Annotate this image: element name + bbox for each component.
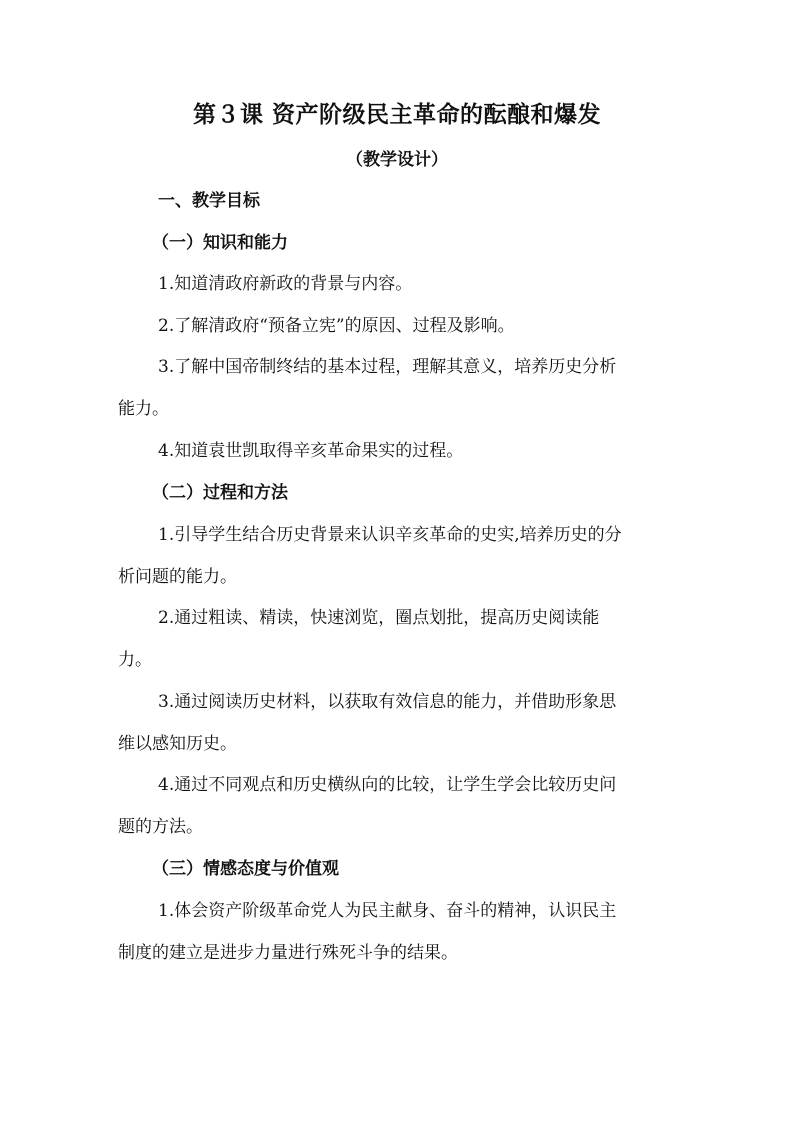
paragraph-line: 1.体会资产阶级革命党人为民主献身、奋斗的精神，认识民主 bbox=[158, 901, 617, 921]
paragraph-line: 维以感知历史。 bbox=[118, 734, 237, 754]
paragraph-line: 2.了解清政府“预备立宪”的原因、过程及影响。 bbox=[158, 316, 515, 336]
paragraph-line: 2.通过粗读、精读，快速浏览，圈点划批，提高历史阅读能 bbox=[158, 608, 600, 628]
paragraph-line: 1.引导学生结合历史背景来认识辛亥革命的史实,培养历史的分 bbox=[158, 525, 622, 545]
paragraph-line: 4.知道袁世凯取得辛亥革命果实的过程。 bbox=[158, 441, 464, 461]
paragraph-line: 1.知道清政府新政的背景与内容。 bbox=[158, 274, 413, 294]
paragraph-line: 制度的建立是进步力量进行殊死斗争的结果。 bbox=[118, 943, 458, 963]
page-subtitle: （教学设计） bbox=[346, 150, 448, 170]
section-heading-objectives: 一、教学目标 bbox=[158, 191, 260, 211]
paragraph-line: 3.通过阅读历史材料，以获取有效信息的能力，并借助形象思 bbox=[158, 692, 617, 712]
paragraph-line: 析问题的能力。 bbox=[118, 567, 237, 587]
subsection-heading-process: （二）过程和方法 bbox=[152, 483, 288, 503]
subsection-heading-values: （三）情感态度与价值观 bbox=[152, 859, 339, 879]
paragraph-line: 4.通过不同观点和历史横纵向的比较，让学生学会比较历史问 bbox=[158, 775, 617, 795]
paragraph-line: 力。 bbox=[118, 650, 152, 670]
paragraph-line: 能力。 bbox=[118, 399, 169, 419]
paragraph-line: 3.了解中国帝制终结的基本过程，理解其意义，培养历史分析 bbox=[158, 357, 617, 377]
subsection-heading-knowledge: （一）知识和能力 bbox=[152, 233, 288, 253]
paragraph-line: 题的方法。 bbox=[118, 817, 203, 837]
page-title: 第３课 资产阶级民主革命的酝酿和爆发 bbox=[192, 101, 601, 128]
